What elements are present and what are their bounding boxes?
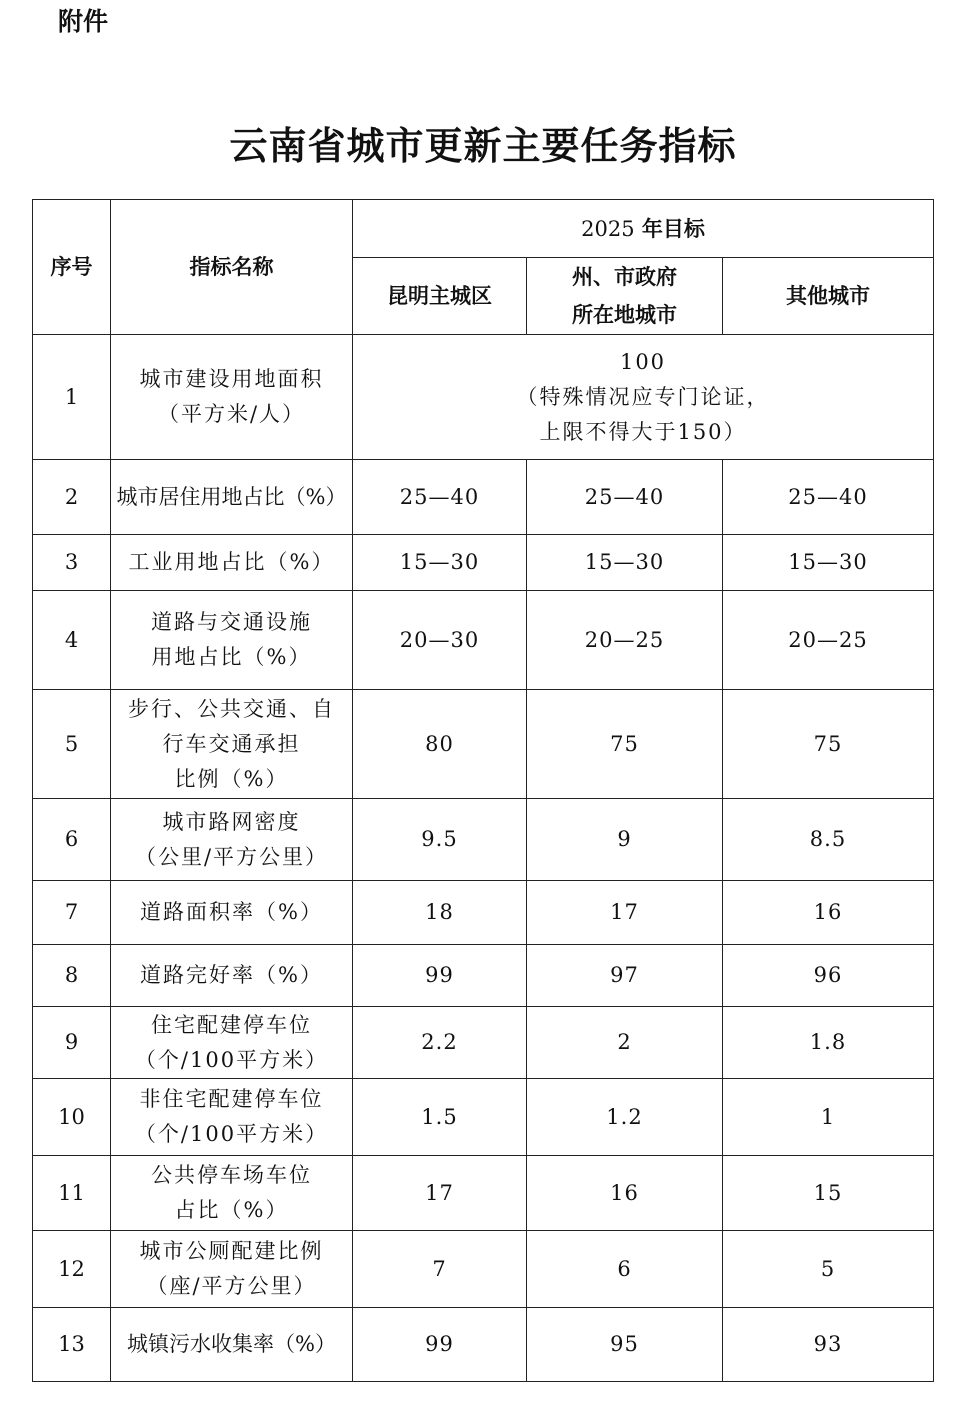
row-value-kunming: 25—40: [353, 460, 527, 535]
table-row: [33, 1079, 934, 1156]
table-row: [33, 1231, 934, 1308]
page-title: 云南省城市更新主要任务指标: [229, 124, 737, 168]
row-value-kunming: 9.5: [353, 799, 527, 881]
row-name-line: 道路面积率（%）: [140, 900, 323, 924]
table-row: [33, 535, 934, 591]
row-value-kunming: 99: [353, 945, 527, 1007]
row-name-line: 城市居住用地占比（%）: [116, 484, 347, 509]
row-indicator-name: [111, 460, 353, 535]
row-name-line: 城镇污水收集率（%）: [127, 1332, 336, 1356]
row-value-other: 96: [723, 945, 934, 1007]
row-name-line: 非住宅配建停车位: [139, 1087, 324, 1111]
row-value-other: 8.5: [723, 799, 934, 881]
attachment-label: 附件: [58, 7, 109, 36]
row-value-other: 1: [723, 1079, 934, 1156]
header-prefecture-line2: 所在地城市: [572, 303, 677, 327]
row-indicator-name: [111, 591, 353, 690]
table-row: [33, 460, 934, 535]
row-name-line: 道路与交通设施: [151, 610, 312, 634]
row-seq: 6: [33, 799, 111, 881]
row-value-other: 16: [723, 881, 934, 945]
row-name-line: 城市路网密度: [162, 809, 301, 834]
header-kunming: 昆明主城区: [353, 258, 527, 335]
row-name-line: 工业用地占比（%）: [128, 550, 335, 574]
row-name-line: （公里/平方公里）: [134, 844, 329, 869]
row-indicator-name: [111, 945, 353, 1007]
row-seq: 12: [33, 1231, 111, 1308]
row-seq: 4: [33, 591, 111, 690]
row-name-line: （座/平方公里）: [146, 1274, 317, 1298]
row-value-other: 15—30: [723, 535, 934, 591]
row-value-prefecture: 97: [527, 945, 723, 1007]
row-name-line: 城市建设用地面积: [139, 367, 324, 391]
table-row: [33, 1308, 934, 1382]
row-value-kunming: 18: [353, 881, 527, 945]
row-value-other: 20—25: [723, 591, 934, 690]
table-row: [33, 1156, 934, 1231]
table-row: [33, 591, 934, 690]
row-name-line: （个/100平方米）: [134, 1122, 329, 1146]
row-indicator-name: [111, 1156, 353, 1231]
row-name-line: 城市公厕配建比例: [139, 1239, 324, 1263]
row-seq: 1: [33, 335, 111, 460]
row-seq: 8: [33, 945, 111, 1007]
row-name-line: 住宅配建停车位: [151, 1012, 312, 1037]
row-seq: 7: [33, 881, 111, 945]
row-indicator-name: [111, 881, 353, 945]
row-indicator-name: [111, 1007, 353, 1079]
table-row: [33, 1007, 934, 1079]
row-value-kunming: 1.5: [353, 1079, 527, 1156]
row-value-other: 5: [723, 1231, 934, 1308]
row-indicator-name: [111, 1079, 353, 1156]
row-name-line: （个/100平方米）: [134, 1047, 329, 1072]
row-value-kunming: 80: [353, 690, 527, 799]
table-row: [33, 945, 934, 1007]
row-indicator-name: [111, 535, 353, 591]
row-value-kunming: 99: [353, 1308, 527, 1382]
row-value-line: （特殊情况应专门论证，: [516, 384, 770, 409]
row-value-prefecture: 15—30: [527, 535, 723, 591]
row-value-line: 100: [619, 349, 667, 374]
row-indicator-name: [111, 690, 353, 799]
row-name-line: 比例（%）: [174, 766, 289, 791]
row-name-line: 行车交通承担: [162, 731, 301, 756]
row-seq: 5: [33, 690, 111, 799]
header-row-top: [33, 200, 934, 258]
row-indicator-name: [111, 1308, 353, 1382]
header-other: 其他城市: [723, 258, 934, 335]
row-name-line: 步行、公共交通、自: [128, 696, 335, 721]
table-row: [33, 690, 934, 799]
row-name-line: 占比（%）: [174, 1198, 289, 1222]
row-value-other: 93: [723, 1308, 934, 1382]
row-value-other: 1.8: [723, 1007, 934, 1079]
row-seq: 10: [33, 1079, 111, 1156]
header-year-target: [353, 200, 934, 258]
row-value-prefecture: 25—40: [527, 460, 723, 535]
row-value-prefecture: 17: [527, 881, 723, 945]
row-value-kunming: 7: [353, 1231, 527, 1308]
row-name-line: 道路完好率（%）: [140, 963, 323, 987]
row-value-other: 15: [723, 1156, 934, 1231]
row-value-kunming: 17: [353, 1156, 527, 1231]
header-prefecture-line1: 州、市政府: [572, 265, 677, 289]
row-value-kunming: 15—30: [353, 535, 527, 591]
row-name-line: 公共停车场车位: [151, 1163, 312, 1187]
table-row: [33, 881, 934, 945]
row-value-prefecture: 9: [527, 799, 723, 881]
row-value-line: 上限不得大于150）: [539, 419, 747, 444]
header-seq: 序号: [33, 200, 111, 335]
row-name-line: （平方米/人）: [157, 402, 306, 426]
header-year-number: 2025: [581, 216, 635, 241]
row-seq: 9: [33, 1007, 111, 1079]
row-seq: 3: [33, 535, 111, 591]
indicator-table: [32, 199, 934, 1382]
row-value-prefecture: 1.2: [527, 1079, 723, 1156]
row-value-prefecture: 95: [527, 1308, 723, 1382]
row-value-prefecture: 2: [527, 1007, 723, 1079]
row-seq: 2: [33, 460, 111, 535]
row-seq: 11: [33, 1156, 111, 1231]
row-value-kunming: 20—30: [353, 591, 527, 690]
row-seq: 13: [33, 1308, 111, 1382]
row-value-other: 75: [723, 690, 934, 799]
table-row: [33, 335, 934, 460]
row-value-prefecture: 20—25: [527, 591, 723, 690]
row-merged-value: [353, 335, 934, 460]
row-indicator-name: [111, 799, 353, 881]
table-row: [33, 799, 934, 881]
header-indicator: 指标名称: [111, 200, 353, 335]
row-name-line: 用地占比（%）: [151, 645, 312, 669]
row-value-prefecture: 75: [527, 690, 723, 799]
row-indicator-name: [111, 1231, 353, 1308]
row-indicator-name: [111, 335, 353, 460]
header-prefecture: [527, 258, 723, 335]
row-value-prefecture: 16: [527, 1156, 723, 1231]
row-value-prefecture: 6: [527, 1231, 723, 1308]
row-value-other: 25—40: [723, 460, 934, 535]
header-year-text: 年目标: [641, 216, 705, 241]
row-value-kunming: 2.2: [353, 1007, 527, 1079]
